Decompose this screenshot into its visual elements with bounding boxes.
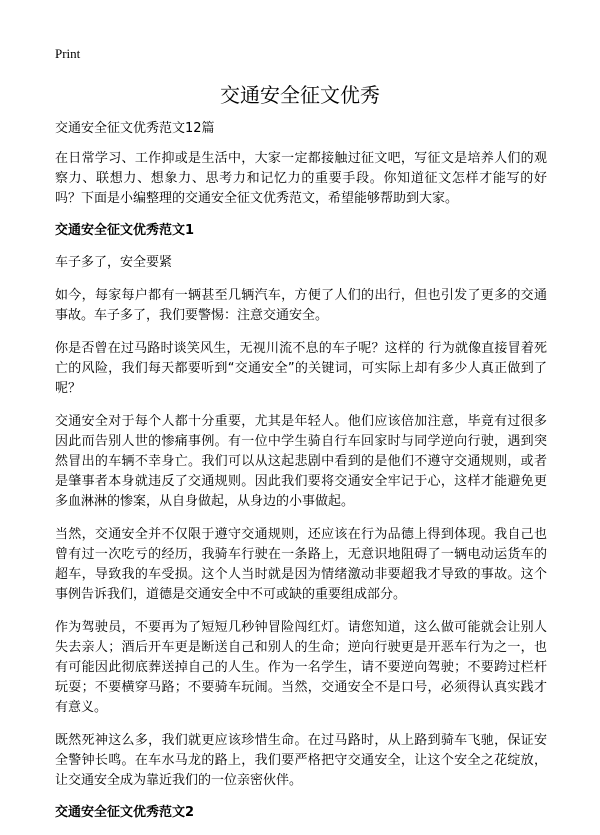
section-1-paragraph-1: 车子多了，安全要紧 bbox=[55, 255, 173, 270]
document-title: 交通安全征文优秀 bbox=[220, 83, 380, 107]
section-heading-2: 交通安全征文优秀范文2 bbox=[55, 805, 195, 820]
section-1-paragraph-2: 如今，每家每户都有一辆甚至几辆汽车，方便了人们的出行，但也引发了更多的交通事故。车子多了，我们要警惕：注意交通安全。 bbox=[55, 288, 547, 323]
section-1-paragraph-7: 既然死神这么多，我们就更应该珍惜生命。在过马路时，从上路到骑车飞驰，保证安全警钟长鸣。在车水马龙的路上，我们要严格把守交通安全，让这个安全之花绽放，让交通安全成为靠近我们的一位亲密伙伴。 bbox=[55, 733, 547, 788]
document-body bbox=[55, 120, 547, 835]
section-1-paragraph-5: 当然，交通安全并不仅限于遵守交通规则，还应该在行为品德上得到体现。我自己也曾有过一次吃亏的经历，我骑车行驶在一条路上，无意识地阻碍了一辆电动运货车的超车，导致我的车受损。这个人当时就是因为情绪激动非要超我才导致的事故。这个事例告诉我们，道德是交通安全中不可或缺的重要组成部分。 bbox=[55, 527, 547, 602]
document-subtitle: 交通安全征文优秀范文12篇 bbox=[55, 121, 215, 136]
section-1-paragraph-4: 交通安全对于每个人都十分重要，尤其是年轻人。他们应该倍加注意，毕竟有过很多因此而告别人世的惨痛事例。有一位中学生骑自行车回家时与同学逆向行驶，遇到突然冒出的车辆不幸身亡。我们可以从这起悲剧中看到的是他们不遵守交通规则，或者是肇事者本身就违反了交通规则。因此我们要将交通安全牢记于心，这样才能避免更多血淋淋的惨案，从自身做起，从身边的小事做起。 bbox=[55, 414, 547, 509]
section-heading-1: 交通安全征文优秀范文1 bbox=[55, 223, 195, 238]
intro-paragraph: 在日常学习、工作抑或是生活中，大家一定都接触过征文吧，写征文是培养人们的观察力、联想力、想象力、思考力和记忆力的重要手段。你知道征文怎样才能写的好吗？下面是小编整理的交通安全征文优秀范文，希望能够帮助到大家。 bbox=[55, 151, 547, 206]
print-link[interactable]: Print bbox=[55, 46, 81, 61]
section-1-paragraph-6: 作为驾驶员，不要再为了短短几秒钟冒险闯红灯。请您知道，这么做可能就会让别人失去亲人；酒后开车更是断送自己和别人的生命；逆向行驶更是开恶车行为之一，也有可能因此彻底葬送掉自己的人生。作为一名学生，请不要逆向驾驶；不要跨过栏杆玩耍；不要横穿马路；不要骑车玩闹。当然，交通安全不是口号，必须得认真实践才有意义。 bbox=[55, 620, 547, 715]
section-1-paragraph-3: 你是否曾在过马路时谈笑风生，无视川流不息的车子呢？这样的 行为就像直接冒着死亡的风险，我们每天都要听到“交通安全”的关键词，可实际上却有多少人真正做到了呢？ bbox=[55, 341, 547, 396]
